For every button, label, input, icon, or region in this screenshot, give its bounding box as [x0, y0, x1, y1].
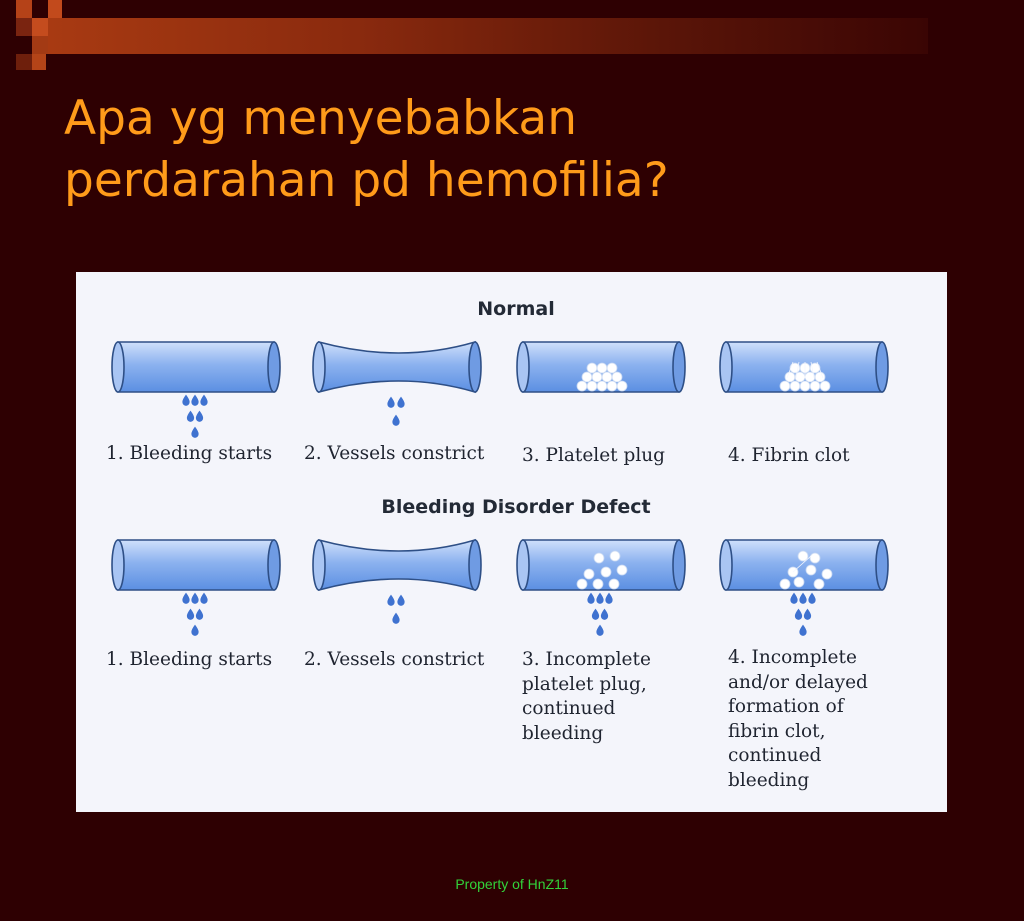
- decoration-square: [16, 0, 32, 18]
- defect-heading: Bleeding Disorder Defect: [381, 496, 651, 518]
- vessel-end: [720, 540, 732, 590]
- slide-title-line: perdarahan pd hemofilia?: [64, 153, 669, 208]
- defect-step-illustration: [112, 540, 280, 636]
- platelet: [582, 372, 592, 382]
- header-decoration-bar: [48, 18, 928, 54]
- normal-step-illustration: [112, 342, 280, 438]
- blood-drop: [182, 593, 189, 604]
- normal-heading: Normal: [477, 298, 555, 320]
- vessel-end: [876, 342, 888, 392]
- defect-step-label: 1. Bleeding starts: [106, 649, 273, 670]
- normal-step-illustration: [517, 342, 685, 392]
- normal-step-illustration: [720, 342, 888, 392]
- vessel-end: [517, 342, 529, 392]
- blood-drop: [387, 397, 394, 408]
- normal-step-label: 4. Fibrin clot: [728, 445, 850, 466]
- platelet: [810, 381, 820, 391]
- blood-vessel: [118, 342, 274, 392]
- platelet: [577, 381, 587, 391]
- blood-drop: [808, 593, 815, 604]
- blood-drop: [200, 593, 207, 604]
- platelet: [806, 565, 816, 575]
- blood-drop: [196, 609, 203, 620]
- blood-drop: [387, 595, 394, 606]
- vessel-end: [313, 540, 325, 590]
- blood-drop: [601, 609, 608, 620]
- blood-vessel: [319, 342, 475, 392]
- platelet: [800, 381, 810, 391]
- defect-step-label: 4. Incomplete and/or delayed formation of fibrin clot, continued bleeding: [728, 647, 868, 791]
- slide-title: [64, 88, 964, 212]
- vessel-end: [876, 540, 888, 590]
- slide-footer: Property of HnZ11: [455, 876, 569, 892]
- normal-step-illustration: [313, 342, 481, 426]
- platelet: [820, 381, 830, 391]
- blood-drop: [804, 609, 811, 620]
- normal-step-label: 3. Platelet plug: [522, 445, 666, 466]
- blood-drop: [605, 593, 612, 604]
- vessel-end: [469, 540, 481, 590]
- platelet: [597, 381, 607, 391]
- defect-step-illustration: [720, 540, 888, 636]
- blood-drop: [191, 427, 198, 438]
- vessel-end: [268, 342, 280, 392]
- vessel-end: [313, 342, 325, 392]
- blood-drop: [799, 593, 806, 604]
- defect-step-illustration: [517, 540, 685, 636]
- blood-drop: [196, 411, 203, 422]
- decoration-square: [48, 0, 62, 18]
- platelet: [794, 577, 804, 587]
- blood-drop: [182, 395, 189, 406]
- vessel-end: [673, 540, 685, 590]
- platelet: [607, 363, 617, 373]
- platelet: [814, 579, 824, 589]
- platelet: [587, 381, 597, 391]
- decoration-square: [32, 36, 48, 54]
- platelet: [612, 372, 622, 382]
- platelet: [607, 381, 617, 391]
- blood-drop: [799, 625, 806, 636]
- decoration-square: [16, 54, 32, 70]
- normal-step-label: 2. Vessels constrict: [304, 443, 485, 464]
- defect-step-illustration: [313, 540, 481, 624]
- blood-vessel: [319, 540, 475, 590]
- blood-vessel: [118, 540, 274, 590]
- platelet: [602, 372, 612, 382]
- platelet: [577, 579, 587, 589]
- platelet: [815, 372, 825, 382]
- platelet: [780, 381, 790, 391]
- blood-drop: [191, 625, 198, 636]
- platelet: [592, 372, 602, 382]
- decoration-square: [32, 18, 48, 36]
- vessel-end: [112, 342, 124, 392]
- decoration-square: [16, 18, 32, 36]
- blood-drop: [392, 613, 399, 624]
- platelet: [597, 363, 607, 373]
- defect-step-label: 3. Incomplete platelet plug, continued bleeding: [522, 649, 651, 744]
- platelet: [609, 579, 619, 589]
- blood-drop: [397, 397, 404, 408]
- vessel-end: [517, 540, 529, 590]
- platelet: [810, 553, 820, 563]
- blood-drop: [596, 593, 603, 604]
- platelet: [822, 569, 832, 579]
- blood-drop: [587, 593, 594, 604]
- platelet: [790, 381, 800, 391]
- blood-drop: [596, 625, 603, 636]
- defect-step-label: 2. Vessels constrict: [304, 649, 485, 670]
- hemostasis-diagram: [76, 272, 947, 812]
- platelet: [601, 567, 611, 577]
- vessel-end: [268, 540, 280, 590]
- blood-drop: [397, 595, 404, 606]
- vessel-end: [112, 540, 124, 590]
- vessel-end: [720, 342, 732, 392]
- platelet: [617, 381, 627, 391]
- blood-drop: [187, 609, 194, 620]
- vessel-end: [469, 342, 481, 392]
- normal-step-label: 1. Bleeding starts: [106, 443, 273, 464]
- platelet: [594, 553, 604, 563]
- blood-drop: [187, 411, 194, 422]
- vessel-end: [673, 342, 685, 392]
- platelet: [610, 551, 620, 561]
- blood-drop: [592, 609, 599, 620]
- platelet: [587, 363, 597, 373]
- blood-drop: [790, 593, 797, 604]
- blood-drop: [191, 395, 198, 406]
- blood-drop: [200, 395, 207, 406]
- platelet: [780, 579, 790, 589]
- decoration-square: [32, 54, 46, 70]
- platelet: [593, 579, 603, 589]
- slide-title-line: Apa yg menyebabkan: [64, 91, 577, 146]
- blood-drop: [795, 609, 802, 620]
- platelet: [785, 372, 795, 382]
- platelet: [584, 569, 594, 579]
- platelet: [617, 565, 627, 575]
- blood-drop: [392, 415, 399, 426]
- blood-drop: [191, 593, 198, 604]
